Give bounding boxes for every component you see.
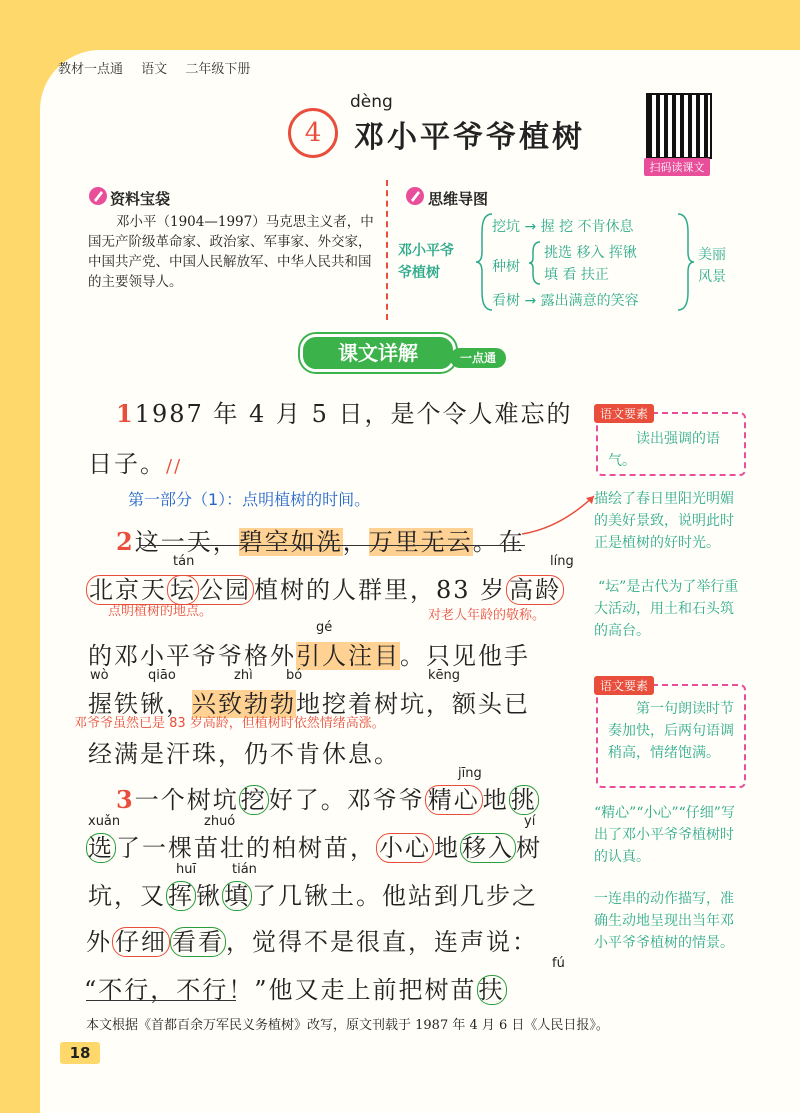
pencil-icon bbox=[88, 186, 108, 206]
ziliao-body: 邓小平（1904—1997）马克思主义者，中国无产阶级革命家、政治家、军事家、外交家，中国共产党、中国人民解放军、中华人民共和国的主要领导人。 bbox=[88, 214, 374, 290]
side-note: 一连串的动作描写，准确生动地呈现出当年邓小平爷爷植树的情景。 bbox=[594, 891, 734, 951]
paragraph-text: 锹 bbox=[196, 882, 222, 910]
mindmap-branch-look: 看树 → 露出满意的笑容 bbox=[492, 293, 639, 309]
pause-mark: // bbox=[166, 456, 183, 477]
mindmap-brace bbox=[528, 240, 542, 286]
pinyin: tán bbox=[173, 554, 195, 569]
pinyin: huī bbox=[176, 862, 197, 877]
arrow-icon bbox=[520, 488, 600, 538]
paragraph-1-line bbox=[116, 394, 572, 429]
page-number: 18 bbox=[60, 1042, 100, 1064]
paragraph-text: 好了。邓爷爷 bbox=[268, 786, 425, 814]
paragraph-text: ， bbox=[342, 528, 369, 556]
lesson-number: 4 bbox=[288, 108, 338, 158]
pinyin: xuǎn bbox=[88, 814, 121, 829]
paragraph-2-line bbox=[116, 522, 525, 557]
circled-word: 小心 bbox=[376, 833, 434, 863]
mindmap-root-line: 爷植树 bbox=[398, 265, 440, 281]
grade-name: 二年级下册 bbox=[185, 62, 251, 77]
annotation-place: 点明植树的地点。 bbox=[108, 604, 213, 619]
mindmap-root bbox=[398, 240, 454, 284]
paragraph-text: 了一棵苗壮的柏树苗， bbox=[116, 834, 376, 862]
paragraph-2-line: 经满是汗珠，仍不肯休息。 bbox=[88, 740, 400, 768]
paragraph-1-line bbox=[88, 444, 182, 479]
paragraph-text: 日子。 bbox=[88, 450, 166, 478]
book-header bbox=[58, 58, 264, 77]
pinyin: wò bbox=[90, 668, 109, 683]
title-pinyin: dèng bbox=[350, 92, 393, 112]
side-note: “精心”“小心”“仔细”写出了邓小平爷爷植树时的认真。 bbox=[594, 805, 735, 865]
ziliao-title: 资料宝袋 bbox=[110, 190, 171, 208]
section-banner bbox=[300, 332, 515, 372]
banner-sub: 一点通 bbox=[450, 348, 506, 368]
mindmap-branch-dig: 挖坑 → 握 挖 不肯休息 bbox=[492, 219, 634, 235]
circled-word: 仔细 bbox=[112, 927, 170, 957]
highlighted-phrase: 引人注目 bbox=[296, 642, 400, 670]
mindmap-root-line: 邓小平爷 bbox=[398, 243, 454, 259]
paragraph-text: 植树的人群里，83 岁 bbox=[254, 576, 507, 604]
qr-code[interactable] bbox=[646, 93, 712, 159]
mindmap-sub-item: 填 看 扶正 bbox=[544, 267, 609, 283]
circled-verb: 挑 bbox=[510, 786, 537, 814]
highlighted-phrase: 兴致勃勃 bbox=[192, 690, 296, 718]
paragraph-number: 2 bbox=[116, 527, 135, 556]
paragraph-text: 地 bbox=[482, 786, 509, 814]
highlighted-phrase: 碧空如洗 bbox=[238, 528, 343, 556]
mindmap-result-line: 美丽 bbox=[698, 247, 726, 263]
paragraph-text: 树 bbox=[516, 834, 542, 862]
paragraph-text: 。只见他手 bbox=[400, 642, 530, 670]
pinyin: qiāo bbox=[148, 668, 176, 683]
mindmap-brace bbox=[676, 212, 696, 312]
paragraph-text: 坑，又 bbox=[88, 882, 166, 910]
qr-label[interactable]: 扫码读课文 bbox=[644, 158, 710, 176]
mindmap-result-line: 风景 bbox=[698, 269, 726, 285]
paragraph-text: 公园 bbox=[199, 576, 251, 604]
paragraph-text: 。在 bbox=[472, 528, 525, 556]
subject-name: 语文 bbox=[141, 62, 168, 77]
pinyin: kēng bbox=[428, 668, 461, 683]
circled-verb: 挖 bbox=[240, 786, 267, 814]
pencil-icon bbox=[405, 186, 425, 206]
paragraph-number: 3 bbox=[116, 785, 135, 814]
paragraph-text: 外 bbox=[86, 928, 112, 956]
paragraph-text: ，觉得不是很直，连声说： bbox=[226, 928, 538, 956]
paragraph-number: 1 bbox=[116, 399, 135, 428]
paragraph-text: 了几锹土。他站到几步之 bbox=[252, 882, 538, 910]
circled-word: 精心 bbox=[425, 785, 483, 815]
paragraph-text: 北京天 bbox=[89, 576, 167, 604]
pinyin: gé bbox=[316, 620, 333, 635]
side-note: 描绘了春日里阳光明媚的美好景致，说明此时正是植树的好时光。 bbox=[594, 491, 734, 551]
paragraph-2-line bbox=[88, 636, 530, 671]
circled-verb: 选 bbox=[88, 834, 114, 862]
pinyin: yí bbox=[524, 814, 536, 829]
annotation-age: 对老人年龄的敬称。 bbox=[428, 608, 546, 623]
mindmap-sub-item: 挑选 移入 挥锹 bbox=[544, 245, 637, 261]
circled-word: 高龄 bbox=[506, 575, 564, 605]
circled-verb: 移入 bbox=[462, 834, 514, 862]
side-tag: 语文要素 bbox=[594, 404, 654, 423]
paragraph-text: 地 bbox=[434, 834, 460, 862]
mindmap-result bbox=[698, 244, 726, 288]
pinyin: bó bbox=[286, 668, 303, 683]
paragraph-3-line bbox=[86, 922, 538, 957]
underline bbox=[140, 545, 525, 546]
side-tag: 语文要素 bbox=[594, 676, 654, 695]
annotation-mood: 邓爷爷虽然已是 83 岁高龄，但植树时依然情绪高涨。 bbox=[74, 716, 385, 731]
pinyin: tián bbox=[232, 862, 257, 877]
side-box-text: 读出强调的语气。 bbox=[608, 431, 720, 469]
paragraph-text: “不行，不行！”他又走上前把树苗 bbox=[84, 976, 477, 1004]
pinyin: jīng bbox=[458, 766, 482, 781]
banner-main: 课文详解 bbox=[300, 334, 456, 372]
book-name: 教材一点通 bbox=[58, 62, 124, 77]
pinyin: zhuó bbox=[204, 814, 236, 829]
pinyin: zhì bbox=[234, 668, 253, 683]
paragraph-text: 的邓小平爷爷格外 bbox=[88, 642, 296, 670]
highlighted-phrase: 万里无云 bbox=[368, 528, 473, 556]
footnote-rule bbox=[86, 1000, 236, 1001]
circled-verb: 看看 bbox=[172, 928, 224, 956]
paragraph-text: 1987 年 4 月 5 日，是个令人难忘的 bbox=[134, 400, 573, 428]
circled-verb: 扶 bbox=[478, 976, 505, 1004]
side-note: “坛”是古代为了举行重大活动，用土和石头筑的高台。 bbox=[594, 579, 739, 639]
part-note: 第一部分（1）：点明植树的时间。 bbox=[128, 490, 371, 509]
paragraph-3-line bbox=[88, 876, 538, 911]
paragraph-text: 这一天， bbox=[134, 528, 239, 556]
pinyin: líng bbox=[550, 554, 574, 569]
mindmap-title: 思维导图 bbox=[428, 190, 489, 208]
circled-verb: 挥 bbox=[168, 882, 194, 910]
footnote: 本文根据《首都百余万军民义务植树》改写，原文刊载于 1987 年 4 月 6 日《人民日报》。 bbox=[86, 1018, 609, 1033]
paragraph-3-line bbox=[86, 828, 542, 863]
mindmap-branch-plant: 种树 bbox=[492, 259, 520, 275]
paragraph-text: 一个树坑 bbox=[134, 786, 239, 814]
pinyin: fú bbox=[552, 956, 565, 971]
section-divider bbox=[386, 180, 388, 320]
paragraph-3-line bbox=[116, 780, 539, 815]
lesson-title: 邓小平爷爷植树 bbox=[354, 120, 585, 155]
circled-char: 坛 bbox=[167, 575, 199, 605]
paragraph-text: 地挖着树坑，额头已 bbox=[296, 690, 530, 718]
circled-verb: 填 bbox=[224, 882, 250, 910]
paragraph-text: 握铁锹， bbox=[88, 690, 192, 718]
side-box-text: 第一句朗读时节奏加快，后两句语调稍高，情绪饱满。 bbox=[608, 701, 734, 761]
